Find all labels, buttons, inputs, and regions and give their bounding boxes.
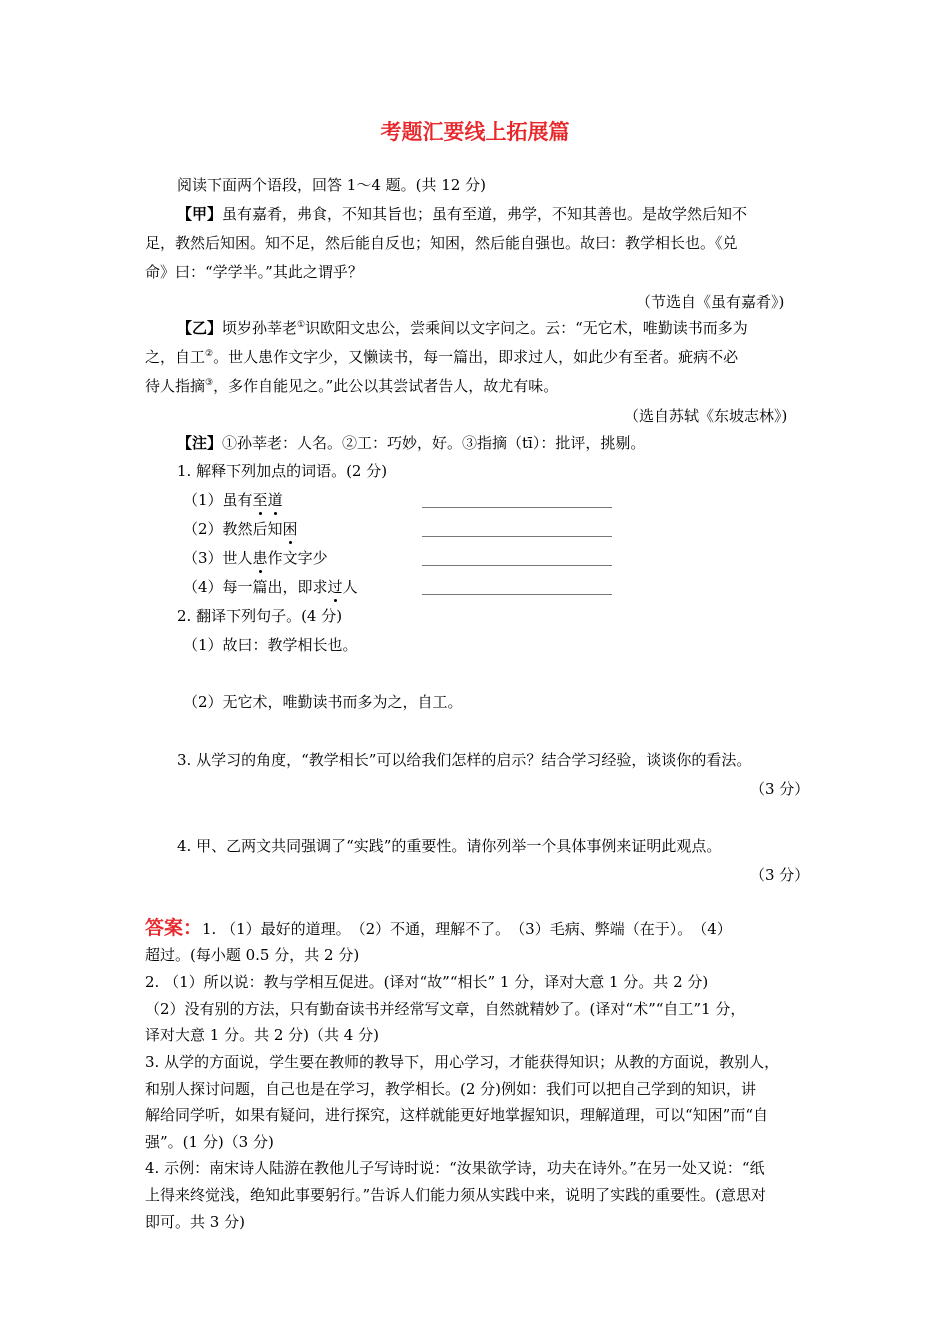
answer-1-line-2: 超过。(每小题 0.5 分，共 2 分) <box>145 946 360 964</box>
answer-4-line-1: 4. 示例：南宋诗人陆游在教他儿子写诗时说：“汝果欲学诗，功夫在诗外。”在另一处又说：“纸 <box>145 1159 765 1177</box>
question-1-item-3 <box>183 548 328 568</box>
footnote-marker-1: ① <box>297 320 306 330</box>
notes-text: ①孙莘老：人名。②工：巧妙，好。③指摘（tī）：批评，挑剔。 <box>222 434 646 452</box>
passage-yi-text-2b: 。世人患作文字少，又懒读书，每一篇出，即求过人，如此少有至者。疵病不必 <box>213 348 739 366</box>
question-2-sentence-1: （1）故曰：教学相长也。 <box>183 636 358 654</box>
answer-blank-2[interactable] <box>422 536 612 537</box>
question-3-text: 3. 从学习的角度，“教学相长”可以给我们怎样的启示？结合学习经验，谈谈你的看法。 <box>177 751 752 769</box>
footnote-marker-2: ② <box>205 349 214 359</box>
question-4-text: 4. 甲、乙两文共同强调了“实践”的重要性。请你列举一个具体事例来证明此观点。 <box>177 837 722 855</box>
q1-item-1-text: （1）虽有 <box>183 491 253 509</box>
notes-line <box>177 433 645 453</box>
passage-yi-line-1 <box>177 318 748 338</box>
passage-yi-text-3a: 待人指摘 <box>145 377 206 395</box>
passage-yi-text-2a: 之，自工 <box>145 348 206 366</box>
answer-3-line-2: 和别人探讨问题，自己也是在学习，教学相长。(2 分)例如：我们可以把自己学到的知识，讲 <box>145 1080 757 1098</box>
q1-item-4-rest: 人 <box>342 578 358 596</box>
passage-yi-text-1a: 顷岁孙莘老 <box>222 319 298 337</box>
passage-jia-line-3: 命》曰：“学学半。”其此之谓乎？ <box>145 263 363 281</box>
question-1-item-1 <box>183 490 283 510</box>
emphasis-dot-word: 患 <box>252 549 268 567</box>
passage-jia-line-1 <box>177 204 747 224</box>
page-title: 考题汇要线上拓展篇 <box>380 120 570 144</box>
question-1-item-2 <box>183 519 298 539</box>
intro-text: 阅读下面两个语段，回答 1～4 题。(共 12 分) <box>177 176 486 194</box>
answer-blank-1[interactable] <box>422 507 612 508</box>
question-4-score: （3 分） <box>750 866 810 884</box>
emphasis-dot-word: 道 <box>267 491 283 509</box>
answers-label: 答案： <box>145 917 203 939</box>
question-1-heading: 1. 解释下列加点的词语。(2 分) <box>177 462 388 480</box>
passage-yi-label: 【乙】 <box>177 319 223 337</box>
passage-jia-line-2: 足，教然后知困。知不足，然后能自反也；知困，然后能自强也。故曰：教学相长也。《兑 <box>145 234 738 252</box>
notes-label: 【注】 <box>177 434 223 452</box>
answer-4-line-2: 上得来终觉浅，绝知此事要躬行。”告诉人们能力须从实践中来，说明了实践的重要性。(意思对 <box>145 1186 767 1204</box>
passage-yi-text-1b: 识欧阳文忠公，尝乘间以文字问之。云：“无它术，唯勤读书而多为 <box>305 319 748 337</box>
passage-yi-text-3b: ，多作自能见之。”此公以其尝试者告人，故尤有味。 <box>213 377 559 395</box>
question-2-heading: 2. 翻译下列句子。(4 分) <box>177 607 343 625</box>
emphasis-dot-word: 困 <box>282 520 298 538</box>
answer-4-line-3: 即可。共 3 分) <box>145 1213 245 1231</box>
passage-yi-source: （选自苏轼《东坡志林》) <box>624 407 788 425</box>
q1-item-3-text: （3）世人 <box>183 549 253 567</box>
answer-3-line-4: 强”。(1 分)（3 分) <box>145 1133 274 1151</box>
answer-blank-3[interactable] <box>422 565 612 566</box>
q1-item-2-text: （2）教然后知 <box>183 520 283 538</box>
answer-3-line-1: 3. 从学的方面说，学生要在教师的教导下，用心学习，才能获得知识；从教的方面说，教别人， <box>145 1053 780 1071</box>
answer-2-line-3: 译对大意 1 分。共 2 分)（共 4 分) <box>145 1026 379 1044</box>
question-3-score: （3 分） <box>750 780 810 798</box>
passage-jia-source: （节选自《虽有嘉肴》) <box>636 293 785 311</box>
answer-3-line-3: 解给同学听，如果有疑问，进行探究，这样就能更好地掌握知识，理解道理，可以“知困”而“自 <box>145 1106 769 1124</box>
emphasis-dot-word: 至 <box>252 491 268 509</box>
question-2-sentence-2: （2）无它术，唯勤读书而多为之，自工。 <box>183 693 463 711</box>
emphasis-dot-word: 过 <box>327 578 343 596</box>
question-1-item-4 <box>183 577 358 597</box>
footnote-marker-3: ③ <box>205 378 214 388</box>
q1-item-4-text: （4）每一篇出，即求 <box>183 578 328 596</box>
passage-yi-line-2 <box>145 347 738 367</box>
answer-2-line-2: （2）没有别的方法，只有勤奋读书并经常写文章，自然就精妙了。(译对“术”“自工”1 分， <box>145 1000 746 1018</box>
passage-yi-line-3 <box>145 376 558 396</box>
answer-1-text: 1. （1）最好的道理。 （2）不通，理解不了。 （3）毛病、弊端（在于）。 （4） <box>202 920 732 938</box>
q1-item-3-rest: 作文字少 <box>267 549 328 567</box>
passage-jia-text-1: 虽有嘉肴，弗食，不知其旨也；虽有至道，弗学，不知其善也。是故学然后知不 <box>222 205 748 223</box>
answer-blank-4[interactable] <box>422 594 612 595</box>
answer-2-line-1: 2. （1）所以说：教与学相互促进。(译对“故”“相长” 1 分，译对大意 1 分。共 2 分) <box>145 973 709 991</box>
passage-jia-label: 【甲】 <box>177 205 223 223</box>
answer-1-line-1 <box>145 918 732 939</box>
